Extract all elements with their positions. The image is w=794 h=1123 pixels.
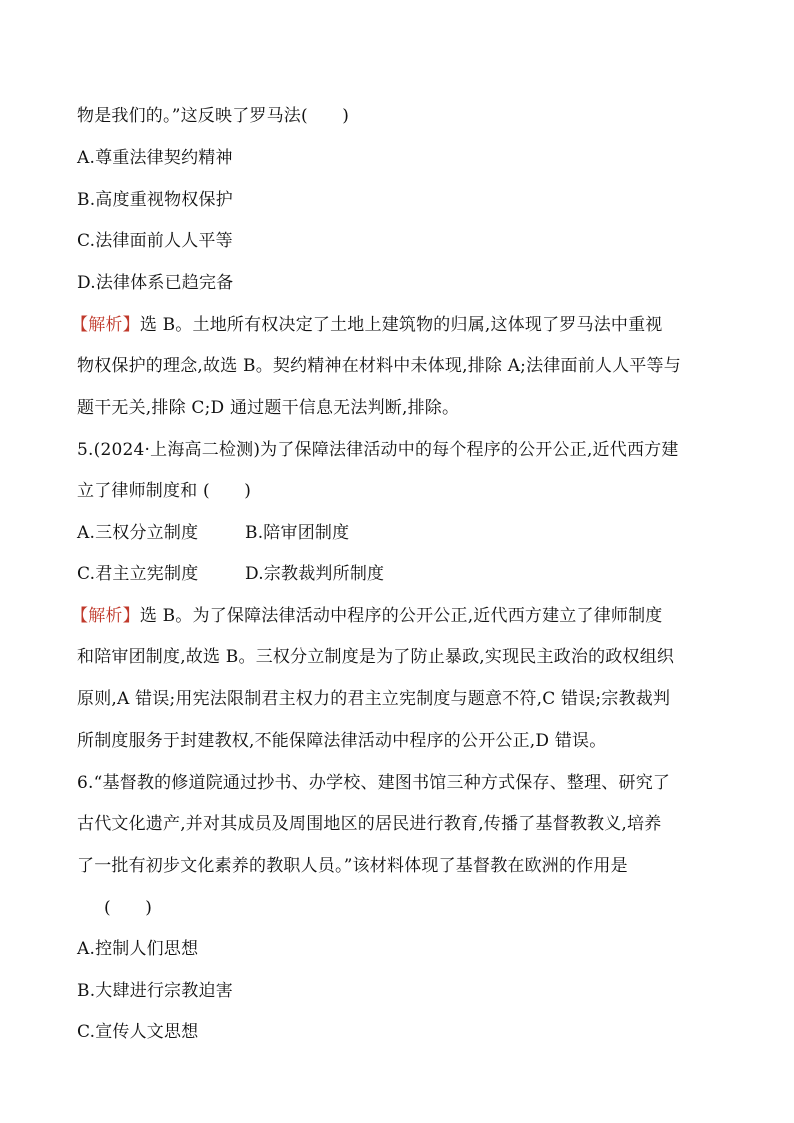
q5-option-a: A.三权分立制度 bbox=[77, 523, 199, 543]
q4-option-d: D.法律体系已趋完备 bbox=[77, 273, 234, 293]
q4-analysis-tag: 【解析】 bbox=[71, 315, 140, 335]
q4-analysis-line-2: 物权保护的理念,故选 B。契约精神在材料中未体现,排除 A;法律面前人人平等与 bbox=[77, 356, 681, 376]
q6-option-a: A.控制人们思想 bbox=[77, 939, 199, 959]
q5-analysis-text: 选 B。为了保障法律活动中程序的公开公正,近代西方建立了律师制度 bbox=[139, 606, 663, 626]
q4-analysis-line-3: 题干无关,排除 C;D 通过题干信息无法判断,排除。 bbox=[77, 398, 460, 418]
q5-options-row-2 bbox=[77, 562, 720, 586]
q5-option-b: B.陪审团制度 bbox=[245, 523, 350, 543]
q4-analysis-text: 选 B。土地所有权决定了土地上建筑物的归属,这体现了罗马法中重视 bbox=[139, 315, 663, 335]
q5-analysis-line-2: 和陪审团制度,故选 B。三权分立制度是为了防止暴政,实现民主政治的政权组织 bbox=[77, 647, 675, 667]
q5-analysis-tag: 【解析】 bbox=[71, 606, 140, 626]
q5-stem-line-1: 5.(2024·上海高二检测)为了保障法律活动中的每个程序的公开公正,近代西方建 bbox=[77, 440, 679, 460]
q6-stem-line-1: 6.“基督教的修道院通过抄书、办学校、建图书馆三种方式保存、整理、研究了 bbox=[77, 773, 671, 793]
q4-option-c: C.法律面前人人平等 bbox=[77, 231, 233, 251]
q5-analysis-line-1 bbox=[71, 604, 720, 628]
q4-stem-tail: 物是我们的。”这反映了罗马法( ) bbox=[77, 106, 350, 126]
q6-option-b: B.大肆进行宗教迫害 bbox=[77, 981, 233, 1001]
q5-stem-line-2: 立了律师制度和 ( ) bbox=[77, 481, 252, 501]
q6-option-c: C.宣传人文思想 bbox=[77, 1022, 199, 1042]
q6-stem-line-2: 古代文化遗产,并对其成员及周围地区的居民进行教育,传播了基督教教义,培养 bbox=[77, 814, 662, 834]
q5-option-d: D.宗教裁判所制度 bbox=[245, 564, 385, 584]
q4-analysis-line-1 bbox=[71, 313, 720, 337]
q4-option-a: A.尊重法律契约精神 bbox=[77, 148, 233, 168]
q5-analysis-line-4: 所制度服务于封建教权,不能保障法律活动中程序的公开公正,D 错误。 bbox=[77, 731, 607, 751]
q6-stem-line-3: 了一批有初步文化素养的教职人员。”该材料体现了基督教在欧洲的作用是 bbox=[77, 856, 628, 876]
q5-option-c: C.君主立宪制度 bbox=[77, 564, 199, 584]
q6-stem-line-4: ( ) bbox=[104, 898, 153, 918]
q4-option-b: B.高度重视物权保护 bbox=[77, 190, 233, 210]
q5-options-row-1 bbox=[77, 521, 720, 545]
q5-analysis-line-3: 原则,A 错误;用宪法限制君主权力的君主立宪制度与题意不符,C 错误;宗教裁判 bbox=[77, 689, 671, 709]
